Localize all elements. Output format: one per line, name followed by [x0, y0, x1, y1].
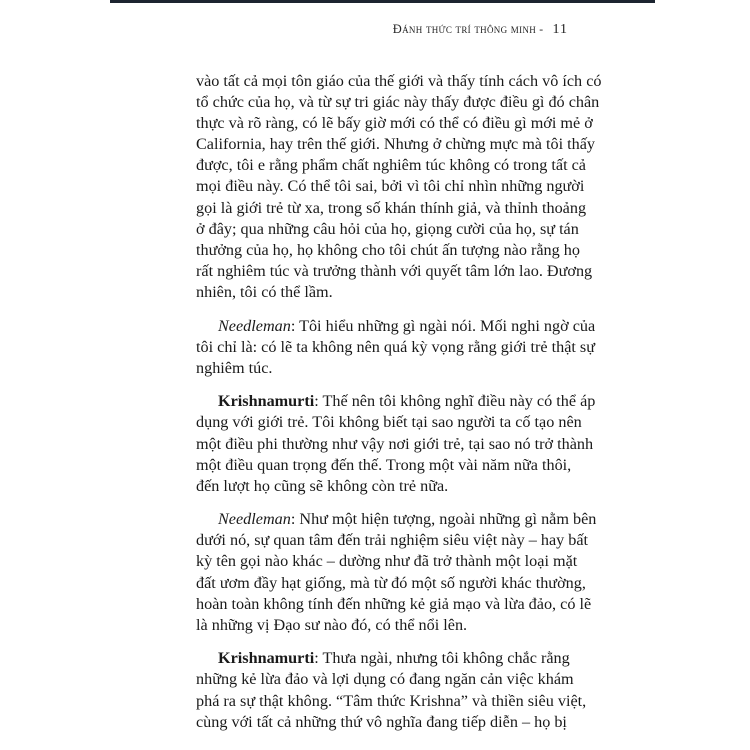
- text-line: [196, 509, 597, 530]
- text-line: [196, 219, 579, 240]
- line-text: mọi điều này. Có thể tôi sai, bởi vì tôi chỉ nhìn những người: [196, 177, 585, 196]
- text-line: [196, 594, 592, 615]
- line-text: : Thế nên tôi không nghĩ điều này có thể áp: [314, 392, 596, 411]
- text-line: [196, 455, 572, 476]
- text-line: [196, 712, 566, 733]
- dialogue-paragraph: [196, 391, 596, 496]
- line-text: tổ chức của họ, và từ sự tri giác này thấy được điều gì đó chân: [196, 93, 600, 112]
- line-text: nhiên, tôi có thể lầm.: [196, 282, 333, 301]
- text-line: [196, 240, 580, 261]
- text-line: [196, 198, 587, 219]
- text-line: [196, 316, 596, 337]
- speaker-name: Krishnamurti: [218, 392, 315, 411]
- text-line: [196, 113, 593, 134]
- line-text: đất ươm đầy hạt giống, mà từ đó một số người khác thường,: [196, 573, 586, 592]
- dialogue-paragraph: [196, 316, 596, 379]
- speaker-name: Needleman: [218, 510, 291, 529]
- text-line: [196, 530, 589, 551]
- text-line: [196, 669, 574, 690]
- line-text: ở đây; qua những câu hỏi của họ, giọng cười của họ, sự tán: [196, 219, 579, 238]
- text-line: [196, 551, 578, 572]
- dialogue-paragraph: [196, 509, 597, 636]
- line-text: thưởng của họ, họ không cho tôi chút ấn tượng nào rằng họ: [196, 240, 580, 259]
- top-border-bar: [110, 0, 655, 3]
- line-text: cùng với tất cả những thứ vô nghĩa đang tiếp diễn – họ bị: [196, 712, 567, 731]
- line-text: kỳ tên gọi nào khác – dường như đã trở thành một loại mặt: [196, 552, 578, 571]
- line-text: rất nghiêm túc và trưởng thành với quyết tâm lớn lao. Đương: [196, 261, 593, 280]
- text-line: [196, 391, 596, 412]
- text-line: [196, 261, 593, 282]
- text-line: [196, 282, 566, 303]
- book-title: Đánh thức trí thông minh: [392, 22, 536, 36]
- line-text: thực và rõ ràng, có lẽ bấy giờ mới có thể có điều gì mới mẻ ở: [196, 114, 593, 133]
- running-header: [393, 22, 568, 38]
- text-line: [196, 615, 566, 636]
- header-separator: -: [539, 24, 544, 36]
- line-text: vào tất cả mọi tôn giáo của thế giới và thấy tính cách vô ích có: [196, 72, 602, 90]
- text-line: [196, 648, 570, 669]
- speaker-name: Krishnamurti: [218, 649, 315, 668]
- speaker-name: Needleman: [218, 316, 291, 335]
- text-line: [196, 573, 586, 594]
- text-line: [196, 71, 602, 92]
- text-line: [196, 134, 596, 155]
- line-text: hoàn toàn không tính đến những kẻ giả mạo và lừa đảo, có lẽ: [196, 594, 592, 613]
- line-text: phá ra sự thật không. “Tâm thức Krishna” và thiền siêu việt,: [196, 691, 587, 710]
- text-line: [196, 412, 582, 433]
- line-text: : Như một hiện tượng, ngoài những gì nằm bên: [290, 510, 597, 529]
- text-line: [196, 176, 585, 197]
- line-text: những kẻ lừa đảo và lợi dụng có đang ngăn cản việc khám: [196, 670, 574, 689]
- text-line: [196, 434, 594, 455]
- text-line: [196, 358, 566, 379]
- line-text: dụng với giới trẻ. Tôi không biết tại sao người ta cố tạo nên: [196, 413, 582, 432]
- line-text: nghiêm túc.: [196, 358, 273, 377]
- text-line: [196, 691, 587, 712]
- line-text: đến lượt họ cũng sẽ không còn trẻ nữa.: [196, 476, 449, 495]
- text-line: [196, 155, 586, 176]
- line-text: dưới nó, sự quan tâm đến trải nghiệm siêu việt này – hay bất: [196, 531, 589, 550]
- text-line: [196, 476, 566, 497]
- line-text: được, tôi e rằng phẩm chất nghiêm túc không có trong tất cả: [196, 156, 586, 175]
- line-text: : Thưa ngài, nhưng tôi không chắc rằng: [314, 649, 570, 668]
- line-text: một điều phi thường như vậy nơi giới trẻ, tại sao nó trở thành: [196, 434, 594, 453]
- line-text: California, hay trên thế giới. Nhưng ở chừng mực mà tôi thấy: [196, 135, 596, 154]
- text-line: [196, 92, 600, 113]
- line-text: là những vị Đạo sư nào đó, có thể nổi lên.: [196, 615, 468, 634]
- line-text: gọi là giới trẻ từ xa, trong số khán thính giả, và thỉnh thoảng: [196, 198, 587, 217]
- line-text: : Tôi hiểu những gì ngài nói. Mối nghi ngờ của: [290, 316, 596, 335]
- line-text: tôi chỉ là: có lẽ ta không nên quá kỳ vọng rằng giới trẻ thật sự: [196, 337, 595, 356]
- dialogue-paragraph: [196, 648, 587, 732]
- text-line: [196, 337, 595, 358]
- paragraph: [196, 71, 602, 303]
- page-number: 11: [552, 22, 568, 37]
- line-text: một điều quan trọng đến thế. Trong một vài năm nữa thôi,: [196, 455, 572, 474]
- body-text: [196, 71, 602, 745]
